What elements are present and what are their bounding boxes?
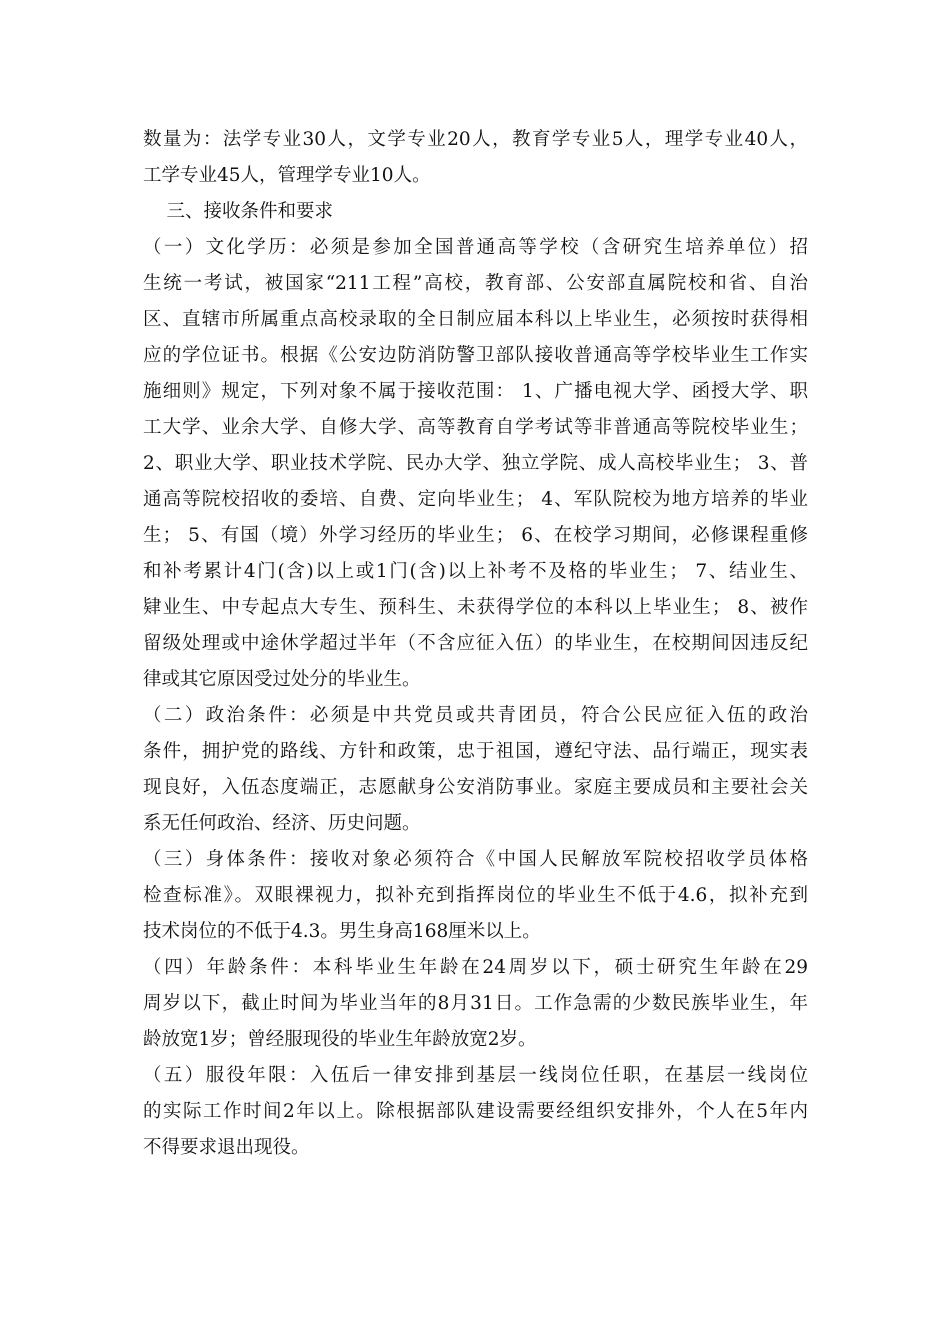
text-line: （一）文化学历：必须是参加全国普通高等学校（含研究生培养单位）招 [143, 237, 808, 258]
text-line: 肄业生、中专起点大专生、预科生、未获得学位的本科以上毕业生； 8、被作 [143, 597, 808, 618]
text-line: 留级处理或中途休学超过半年（不含应征入伍）的毕业生，在校期间因违反纪 [143, 633, 808, 654]
text-line: 和补考累计4门(含)以上或1门(含)以上补考不及格的毕业生； 7、结业生、 [143, 561, 808, 582]
text-line: 通高等院校招收的委培、自费、定向毕业生； 4、军队院校为地方培养的毕业 [143, 489, 808, 510]
text-line: 工大学、业余大学、自修大学、高等教育自学考试等非普通高等院校毕业生； [143, 417, 808, 438]
text-line: 律或其它原因受过处分的毕业生。 [143, 669, 421, 690]
text-line: 龄放宽1岁；曾经服现役的毕业生年龄放宽2岁。 [143, 1029, 537, 1050]
text-line: （二）政治条件：必须是中共党员或共青团员，符合公民应征入伍的政治 [143, 705, 808, 726]
text-line: 数量为：法学专业30人，文学专业20人，教育学专业5人，理学专业40人， [143, 129, 808, 150]
text-line: 周岁以下，截止时间为毕业当年的8月31日。工作急需的少数民族毕业生，年 [143, 993, 808, 1014]
text-line: 施细则》规定，下列对象不属于接收范围： 1、广播电视大学、函授大学、职 [143, 381, 808, 402]
text-line: 区、直辖市所属重点高校录取的全日制应届本科以上毕业生，必须按时获得相 [143, 309, 808, 330]
text-line: 生； 5、有国（境）外学习经历的毕业生； 6、在校学习期间，必修课程重修 [143, 525, 808, 546]
text-line: 技术岗位的不低于4.3。男生身高168厘米以上。 [143, 921, 541, 942]
text-line: （三）身体条件：接收对象必须符合《中国人民解放军院校招收学员体格 [143, 849, 808, 870]
text-line: 应的学位证书。根据《公安边防消防警卫部队接收普通高等学校毕业生工作实 [143, 345, 808, 366]
text-line: （四）年龄条件：本科毕业生年龄在24周岁以下，硕士研究生年龄在29 [143, 957, 808, 978]
text-line: 不得要求退出现役。 [143, 1137, 310, 1158]
text-line: 现良好，入伍态度端正，志愿献身公安消防事业。家庭主要成员和主要社会关 [143, 777, 808, 798]
text-line: 工学专业45人，管理学专业10人。 [143, 165, 431, 186]
text-line: 条件，拥护党的路线、方针和政策，忠于祖国，遵纪守法、品行端正，现实表 [143, 741, 808, 762]
text-line: 系无任何政治、经济、历史问题。 [143, 813, 421, 834]
text-line: 2、职业大学、职业技术学院、民办大学、独立学院、成人高校毕业生； 3、普 [143, 453, 808, 474]
text-line: 的实际工作时间2年以上。除根据部队建设需要经组织安排外，个人在5年内 [143, 1101, 808, 1122]
text-line: 检查标准》。双眼裸视力，拟补充到指挥岗位的毕业生不低于4.6，拟补充到 [143, 885, 808, 906]
text-line: 生统一考试，被国家“211工程”高校，教育部、公安部直属院校和省、自治 [143, 273, 808, 294]
section-heading: 三、接收条件和要求 [143, 201, 334, 222]
text-line: （五）服役年限：入伍后一律安排到基层一线岗位任职，在基层一线岗位 [143, 1065, 808, 1086]
